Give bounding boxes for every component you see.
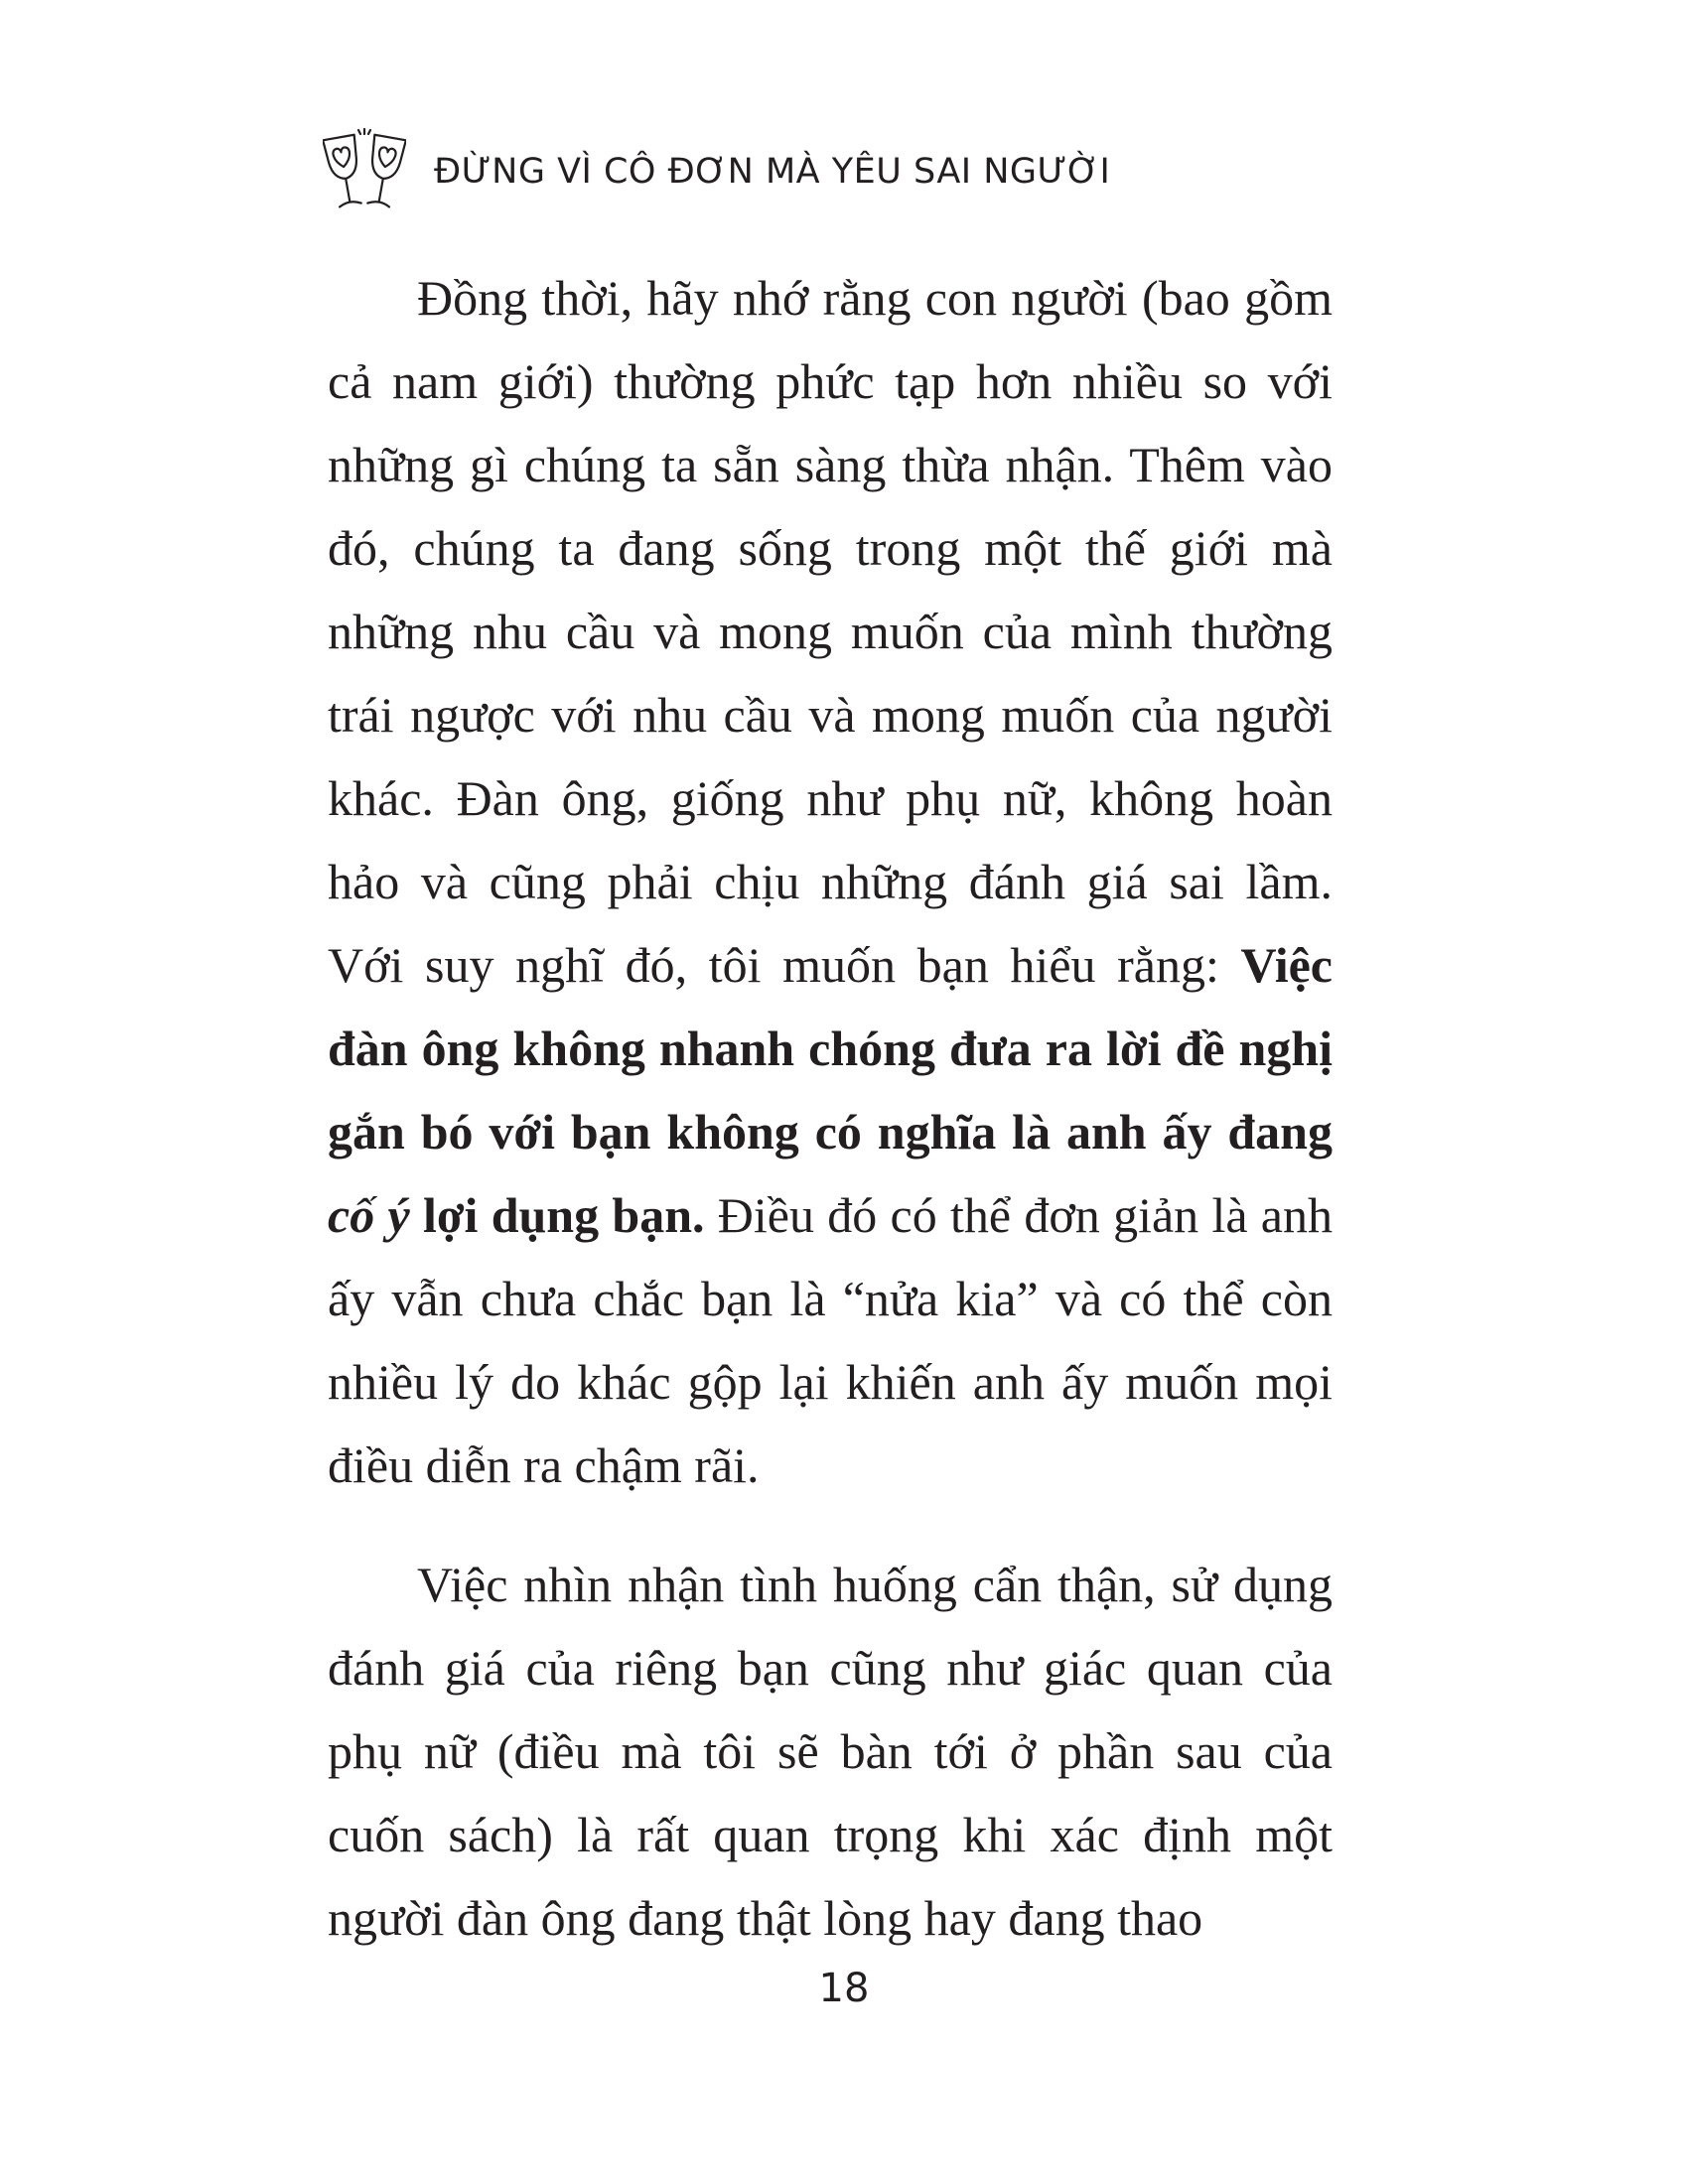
text-line [328, 923, 1333, 1007]
text-span: những gì chúng ta sẵn sàng thừa nhận. Thêm vào [328, 437, 1333, 492]
text-line [328, 1626, 1333, 1709]
wine-glasses-hearts-icon [323, 127, 406, 216]
text-line [328, 1709, 1333, 1793]
text-span: khác. Đàn ông, giống như phụ nữ, không hoàn [328, 770, 1333, 826]
text-line [328, 256, 1333, 340]
emphasis-text: đàn ông không nhanh chóng đưa ra lời đề nghị [328, 1021, 1333, 1076]
text-line [328, 1090, 1333, 1173]
text-line [328, 1876, 1333, 1960]
text-line [328, 506, 1333, 590]
text-line [328, 340, 1333, 423]
paragraph [328, 1543, 1333, 1960]
text-span: Việc nhìn nhận tình huống cẩn thận, sử dụng [417, 1557, 1333, 1612]
text-line [328, 1173, 1333, 1257]
running-header [323, 127, 1110, 216]
text-span: đánh giá của riêng bạn cũng như giác quan của [328, 1640, 1333, 1696]
text-span: Đồng thời, hãy nhớ rằng con người (bao gồm [417, 270, 1333, 326]
emphasis-text: gắn bó với bạn không có nghĩa là anh ấy đang [328, 1104, 1333, 1160]
emphasis-text: Việc [1240, 937, 1333, 993]
text-line [328, 756, 1333, 840]
text-line [328, 673, 1333, 756]
page-number: 18 [818, 1966, 870, 2011]
text-line [328, 840, 1333, 923]
text-span: người đàn ông đang thật lòng hay đang thao [328, 1890, 1203, 1946]
paragraph [328, 256, 1333, 1507]
text-span: Điều đó có thể đơn giản là anh [704, 1187, 1333, 1243]
text-span: Với suy nghĩ đó, tôi muốn bạn hiểu rằng: [328, 937, 1241, 993]
running-header-title: ĐỪNG VÌ CÔ ĐƠN MÀ YÊU SAI NGƯỜI [434, 152, 1111, 192]
text-span: ấy vẫn chưa chắc bạn là “nửa kia” và có thể còn [328, 1271, 1333, 1326]
body-text [328, 256, 1333, 1960]
emphasis-text: cố ý [328, 1187, 410, 1243]
text-line [328, 423, 1333, 506]
text-span: nhiều lý do khác gộp lại khiến anh ấy muốn mọi [328, 1354, 1333, 1410]
text-span: điều diễn ra chậm rãi. [328, 1437, 760, 1493]
text-line [328, 1424, 1333, 1507]
text-line [328, 1793, 1333, 1876]
text-span: đó, chúng ta đang sống trong một thế giới mà [328, 520, 1333, 576]
text-line [328, 1007, 1333, 1090]
text-span: trái ngược với nhu cầu và mong muốn của người [328, 687, 1333, 743]
emphasis-text: lợi dụng bạn. [409, 1187, 705, 1243]
text-line [328, 590, 1333, 673]
text-span: cả nam giới) thường phức tạp hơn nhiều so với [328, 353, 1333, 409]
text-line [328, 1340, 1333, 1424]
text-span: hảo và cũng phải chịu những đánh giá sai lầm. [328, 854, 1333, 909]
text-line [328, 1543, 1333, 1626]
text-span: phụ nữ (điều mà tôi sẽ bàn tới ở phần sau của [328, 1723, 1333, 1779]
text-line [328, 1257, 1333, 1340]
text-span: những nhu cầu và mong muốn của mình thường [328, 604, 1333, 659]
text-span: cuốn sách) là rất quan trọng khi xác định một [328, 1807, 1333, 1862]
